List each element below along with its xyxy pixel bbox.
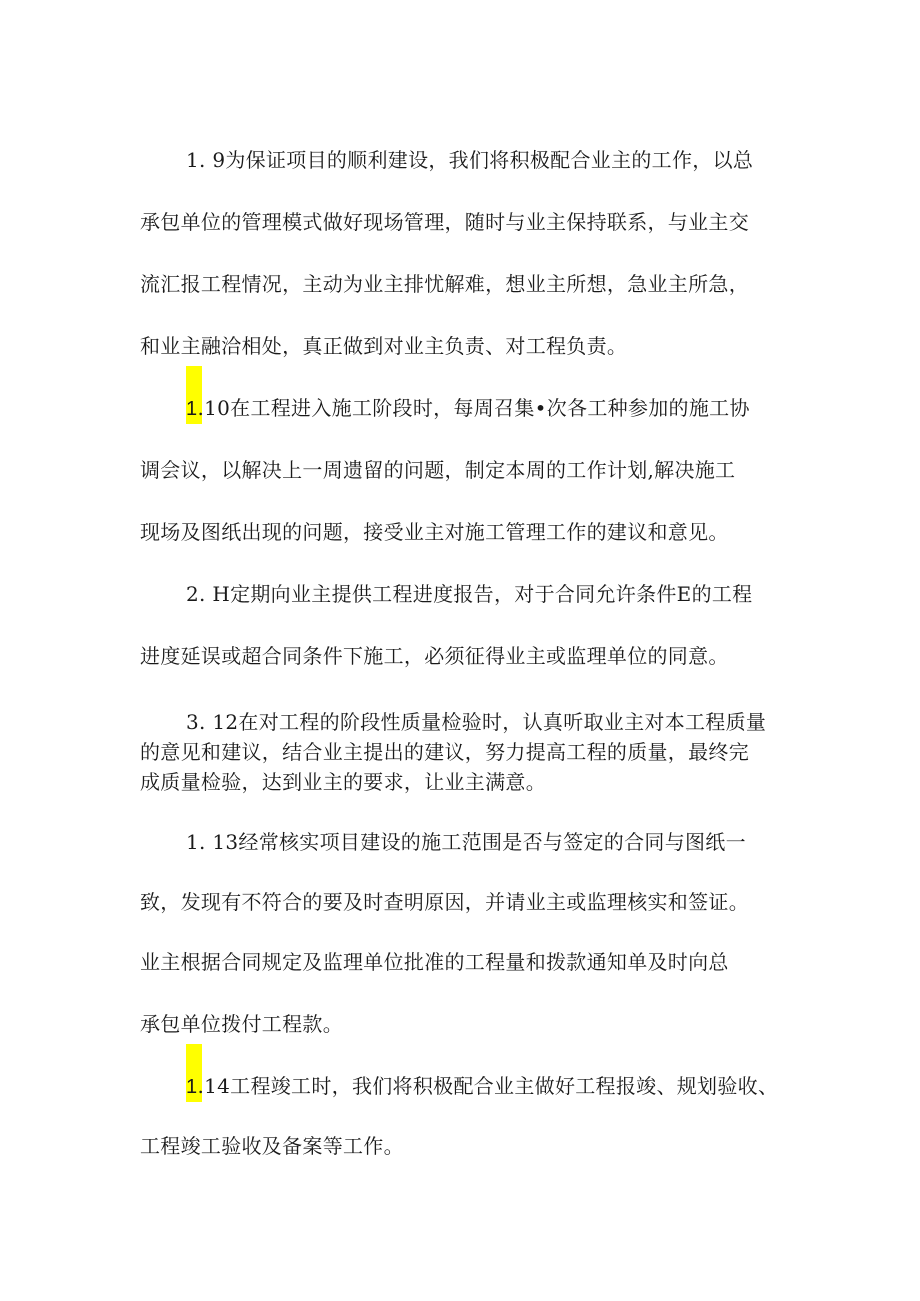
paragraph-1-10-line-1 bbox=[186, 396, 800, 421]
paragraph-1-13-line-3: 业主根据合同规定及监理单位批准的工程量和拨款通知单及时向总 bbox=[140, 950, 729, 974]
paragraph-2-h-line-2: 进度延误或超合同条件下施工，必须征得业主或监理单位的同意。 bbox=[140, 644, 729, 668]
paragraph-3-12-line-1: 3. 12在对工程的阶段性质量检验时，认真听取业主对本工程质量 bbox=[186, 710, 767, 734]
paragraph-1-13-line-4: 承包单位拨付工程款。 bbox=[140, 1012, 343, 1036]
paragraph-1-14-line-1 bbox=[186, 1074, 800, 1099]
paragraph-1-13-line-1: 1. 13经常核实项目建设的施工范围是否与签定的合同与图纸一 bbox=[186, 830, 746, 854]
paragraph-1-10-line-2: 调会议，以解决上一周遗留的问题，制定本周的工作计划,解决施工 bbox=[140, 458, 736, 482]
paragraph-1-9-line-1: 1. 9为保证项目的顺利建设，我们将积极配合业主的工作，以总 bbox=[186, 148, 754, 172]
paragraph-1-14-line-2: 工程竣工验收及备案等工作。 bbox=[140, 1134, 404, 1158]
paragraph-2-h-line-1: 2. H定期向业主提供工程进度报告，对于合同允许条件E的工程 bbox=[186, 582, 753, 606]
paragraph-1-14-line-1-text: .14工程竣工时，我们将积极配合业主做好工程报竣、规划验收、 bbox=[197, 1074, 779, 1098]
paragraph-3-12-line-3: 成质量检验，达到业主的要求，让业主满意。 bbox=[140, 770, 546, 794]
paragraph-1-9-line-3: 流汇报工程情况，主动为业主排忧解难，想业主所想，急业主所急， bbox=[140, 272, 749, 296]
paragraph-1-10-line-1-text: .10在工程进入施工阶段时，每周召集•次各工种参加的施工协 bbox=[197, 396, 750, 420]
paragraph-1-9-line-4: 和业主融洽相处，真正做到对业主负责、对工程负责。 bbox=[140, 334, 628, 358]
highlighted-number: 1 bbox=[186, 398, 198, 420]
paragraph-3-12-line-2: 的意见和建议，结合业主提出的建议，努力提高工程的质量，最终完 bbox=[140, 740, 749, 764]
paragraph-1-9-line-2: 承包单位的管理模式做好现场管理，随时与业主保持联系，与业主交 bbox=[140, 210, 749, 234]
paragraph-1-13-line-2: 致，发现有不符合的要及时查明原因，并请业主或监理核实和签证。 bbox=[140, 890, 749, 914]
paragraph-1-10-line-3: 现场及图纸出现的问题，接受业主对施工管理工作的建议和意见。 bbox=[140, 520, 729, 544]
highlighted-number: 1 bbox=[186, 1076, 198, 1098]
